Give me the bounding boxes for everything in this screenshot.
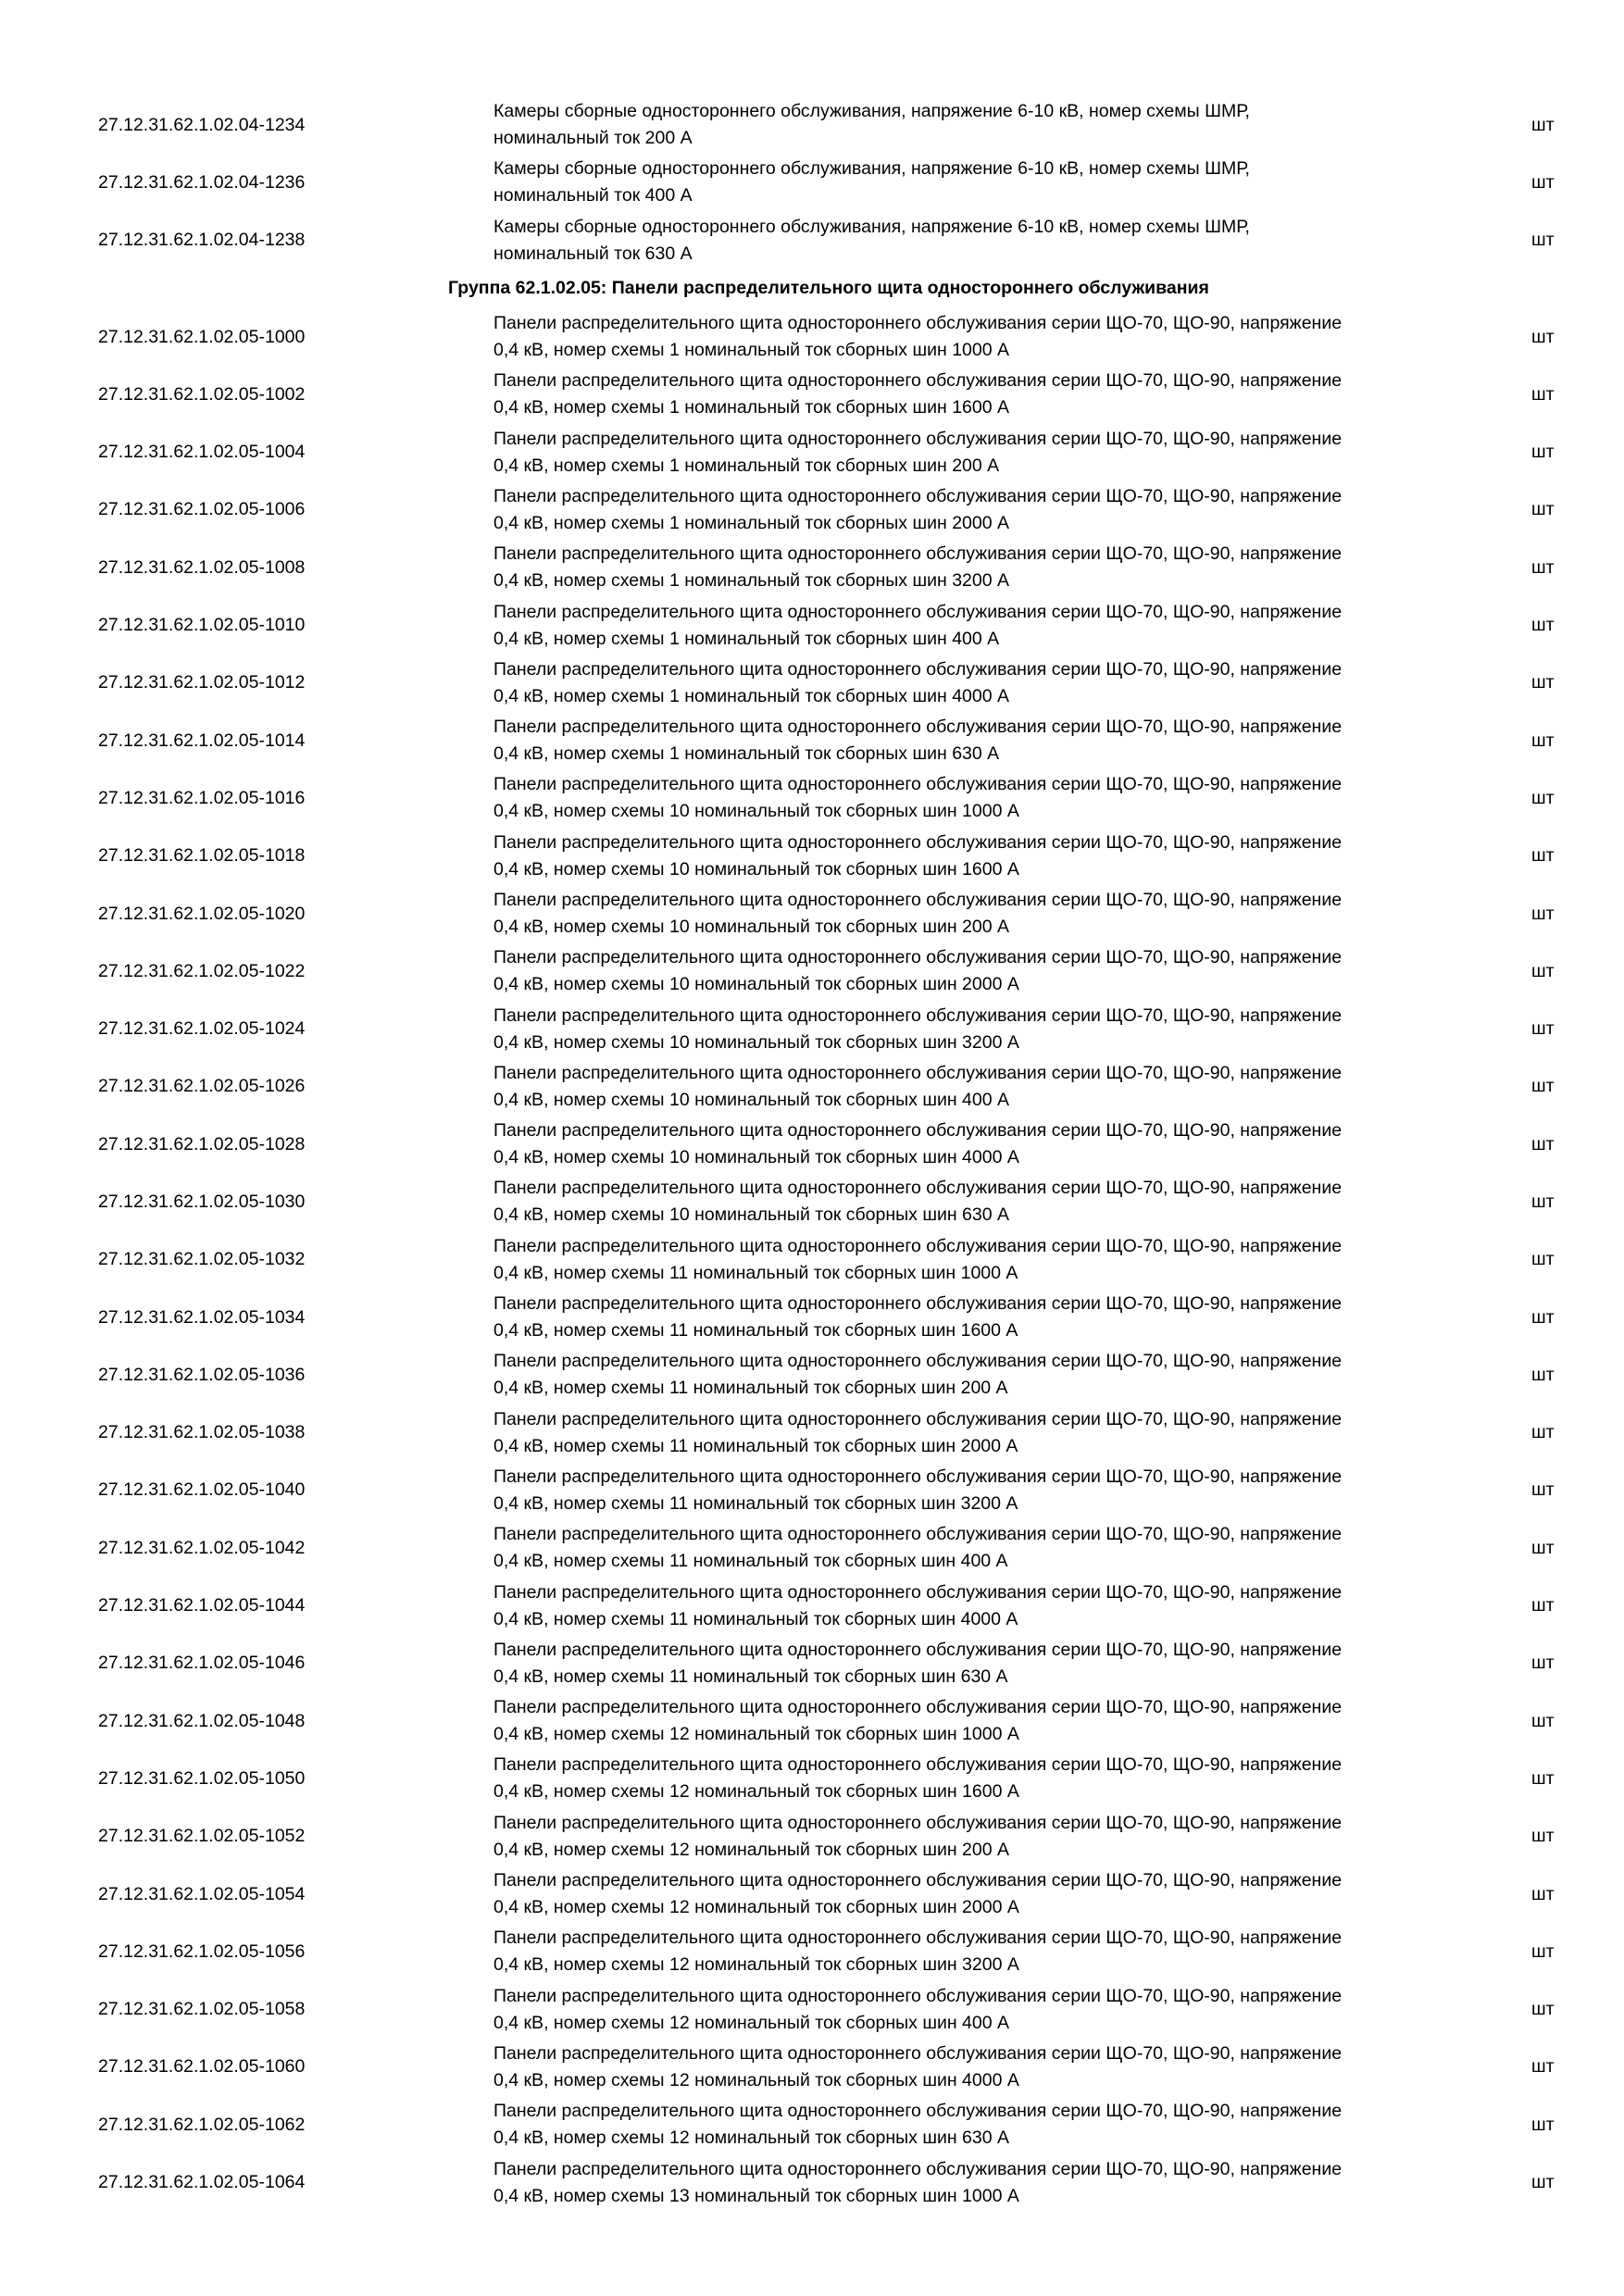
resource-code: 27.12.31.62.1.02.05-1036	[98, 1364, 306, 1385]
resource-code: 27.12.31.62.1.02.05-1058	[98, 1999, 306, 2020]
resource-code: 27.12.31.62.1.02.05-1026	[98, 1076, 306, 1097]
unit-of-measure: шт	[1531, 1076, 1555, 1097]
resource-description	[493, 1635, 1493, 1692]
resource-code: 27.12.31.62.1.02.05-1046	[98, 1653, 306, 1674]
description-line-2: 0,4 кВ, номер схемы 10 номинальный ток сборных шин 1600 А	[493, 858, 1019, 880]
table-row	[0, 1346, 1624, 1404]
table-row	[0, 1577, 1624, 1634]
unit-of-measure: шт	[1531, 730, 1555, 751]
resource-table	[0, 96, 1624, 2212]
description-line-2: 0,4 кВ, номер схемы 10 номинальный ток сборных шин 3200 А	[493, 1031, 1019, 1053]
description-line-1: Панели распределительного щита одностороннего обслуживания серии ЩО-70, ЩО-90, напряжение	[493, 2042, 1343, 2064]
resource-code: 27.12.31.62.1.02.05-1038	[98, 1422, 306, 1443]
description-line-2: номинальный ток 630 А	[493, 243, 693, 264]
description-line-2: 0,4 кВ, номер схемы 10 номинальный ток сборных шин 630 А	[493, 1204, 1010, 1226]
unit-of-measure: шт	[1531, 114, 1555, 135]
table-row	[0, 596, 1624, 654]
unit-of-measure: шт	[1531, 903, 1555, 924]
description-line-2: 0,4 кВ, номер схемы 11 номинальный ток сборных шин 2000 А	[493, 1435, 1018, 1456]
table-row	[0, 1116, 1624, 1173]
resource-description	[493, 942, 1493, 1000]
description-line-2: 0,4 кВ, номер схемы 10 номинальный ток сборных шин 400 А	[493, 1089, 1010, 1110]
resource-code: 27.12.31.62.1.02.05-1054	[98, 1883, 306, 1904]
unit-of-measure: шт	[1531, 1710, 1555, 1731]
table-row	[0, 423, 1624, 480]
unit-of-measure: шт	[1531, 2172, 1555, 2193]
description-line-2: 0,4 кВ, номер схемы 11 номинальный ток сборных шин 3200 А	[493, 1492, 1018, 1514]
unit-of-measure: шт	[1531, 1767, 1555, 1789]
unit-of-measure: шт	[1531, 1191, 1555, 1212]
description-line-1: Панели распределительного щита одностороннего обслуживания серии ЩО-70, ЩО-90, напряжение	[493, 543, 1343, 565]
description-line-1: Камеры сборные одностороннего обслуживания, напряжение 6-10 кВ, номер схемы ШМР,	[493, 216, 1250, 237]
resource-description	[493, 308, 1493, 366]
description-line-1: Панели распределительного щита одностороннего обслуживания серии ЩО-70, ЩО-90, напряжение	[493, 601, 1343, 622]
description-line-2: 0,4 кВ, номер схемы 12 номинальный ток сборных шин 630 А	[493, 2128, 1010, 2149]
resource-description	[493, 1404, 1493, 1462]
description-line-1: Панели распределительного щита одностороннего обслуживания серии ЩО-70, ЩО-90, напряжение	[493, 1697, 1343, 1718]
description-line-1: Панели распределительного щита одностороннего обслуживания серии ЩО-70, ЩО-90, напряжение	[493, 1812, 1343, 1833]
table-row	[0, 1289, 1624, 1346]
description-line-1: Панели распределительного щита одностороннего обслуживания серии ЩО-70, ЩО-90, напряжение	[493, 1178, 1343, 1199]
resource-description	[493, 1519, 1493, 1577]
unit-of-measure: шт	[1531, 230, 1555, 251]
unit-of-measure: шт	[1531, 1883, 1555, 1904]
description-line-2: 0,4 кВ, номер схемы 11 номинальный ток сборных шин 1600 А	[493, 1320, 1018, 1341]
description-line-2: 0,4 кВ, номер схемы 1 номинальный ток сборных шин 4000 А	[493, 685, 1010, 706]
table-row	[0, 481, 1624, 539]
resource-description	[493, 1981, 1493, 2039]
resource-code: 27.12.31.62.1.02.05-1014	[98, 730, 306, 751]
table-row	[0, 1462, 1624, 1519]
description-line-2: 0,4 кВ, номер схемы 1 номинальный ток сборных шин 630 А	[493, 743, 1000, 765]
resource-code: 27.12.31.62.1.02.05-1004	[98, 442, 306, 463]
resource-description	[493, 2039, 1493, 2096]
resource-code: 27.12.31.62.1.02.05-1042	[98, 1537, 306, 1558]
resource-description	[493, 655, 1493, 712]
resource-description	[493, 1173, 1493, 1230]
description-line-2: 0,4 кВ, номер схемы 12 номинальный ток сборных шин 4000 А	[493, 2069, 1019, 2090]
resource-code: 27.12.31.62.1.02.05-1052	[98, 1826, 306, 1847]
unit-of-measure: шт	[1531, 1479, 1555, 1501]
description-line-2: 0,4 кВ, номер схемы 12 номинальный ток сборных шин 1000 А	[493, 1724, 1019, 1745]
description-line-2: 0,4 кВ, номер схемы 12 номинальный ток сборных шин 2000 А	[493, 1897, 1019, 1918]
unit-of-measure: шт	[1531, 672, 1555, 693]
description-line-2: 0,4 кВ, номер схемы 10 номинальный ток сборных шин 1000 А	[493, 801, 1019, 822]
unit-of-measure: шт	[1531, 1826, 1555, 1847]
resource-description	[493, 96, 1493, 154]
resource-description	[493, 1289, 1493, 1346]
unit-of-measure: шт	[1531, 960, 1555, 981]
resource-description	[493, 1346, 1493, 1404]
description-line-2: 0,4 кВ, номер схемы 12 номинальный ток сборных шин 400 А	[493, 2012, 1010, 2033]
description-line-2: 0,4 кВ, номер схемы 10 номинальный ток сборных шин 200 А	[493, 917, 1010, 937]
description-line-2: 0,4 кВ, номер схемы 12 номинальный ток сборных шин 200 А	[493, 1839, 1010, 1860]
description-line-1: Панели распределительного щита одностороннего обслуживания серии ЩО-70, ЩО-90, напряжение	[493, 2158, 1343, 2179]
resource-description	[493, 481, 1493, 539]
description-line-1: Панели распределительного щита одностороннего обслуживания серии ЩО-70, ЩО-90, напряжение	[493, 1985, 1343, 2006]
resource-description	[493, 2096, 1493, 2153]
description-line-1: Панели распределительного щита одностороннего обслуживания серии ЩО-70, ЩО-90, напряжение	[493, 890, 1343, 910]
unit-of-measure: шт	[1531, 1422, 1555, 1443]
unit-of-measure: шт	[1531, 2056, 1555, 2078]
table-row	[0, 1923, 1624, 1980]
resource-description	[493, 366, 1493, 423]
resource-description	[493, 1000, 1493, 1057]
resource-description	[493, 596, 1493, 654]
table-row	[0, 1750, 1624, 1807]
resource-code: 27.12.31.62.1.02.05-1050	[98, 1767, 306, 1789]
table-row	[0, 154, 1624, 211]
table-row	[0, 1981, 1624, 2039]
resource-description	[493, 1866, 1493, 1923]
description-line-1: Панели распределительного щита одностороннего обслуживания серии ЩО-70, ЩО-90, напряжение	[493, 485, 1343, 506]
resource-code: 27.12.31.62.1.02.05-1060	[98, 2056, 306, 2078]
unit-of-measure: шт	[1531, 845, 1555, 867]
unit-of-measure: шт	[1531, 1249, 1555, 1270]
resource-description	[493, 1231, 1493, 1289]
resource-code: 27.12.31.62.1.02.05-1010	[98, 615, 306, 636]
unit-of-measure: шт	[1531, 326, 1555, 347]
resource-code: 27.12.31.62.1.02.05-1062	[98, 2114, 306, 2135]
description-line-1: Панели распределительного щита одностороннего обслуживания серии ЩО-70, ЩО-90, напряжение	[493, 774, 1343, 795]
description-line-2: 0,4 кВ, номер схемы 1 номинальный ток сборных шин 1000 А	[493, 340, 1010, 361]
description-line-2: 0,4 кВ, номер схемы 1 номинальный ток сборных шин 1600 А	[493, 397, 1010, 418]
description-line-2: 0,4 кВ, номер схемы 11 номинальный ток сборных шин 4000 А	[493, 1608, 1018, 1629]
table-row	[0, 828, 1624, 885]
table-row	[0, 1000, 1624, 1057]
table-row	[0, 539, 1624, 596]
description-line-2: 0,4 кВ, номер схемы 1 номинальный ток сборных шин 2000 А	[493, 512, 1010, 533]
resource-description	[493, 539, 1493, 596]
table-row	[0, 942, 1624, 1000]
resource-code: 27.12.31.62.1.02.05-1034	[98, 1306, 306, 1328]
unit-of-measure: шт	[1531, 442, 1555, 463]
resource-code: 27.12.31.62.1.02.05-1048	[98, 1710, 306, 1731]
resource-description	[493, 769, 1493, 827]
resource-description	[493, 2153, 1493, 2211]
table-row	[0, 366, 1624, 423]
description-line-2: 0,4 кВ, номер схемы 11 номинальный ток сборных шин 630 А	[493, 1666, 1008, 1687]
unit-of-measure: шт	[1531, 1018, 1555, 1040]
table-row	[0, 2039, 1624, 2096]
unit-of-measure: шт	[1531, 787, 1555, 808]
resource-code: 27.12.31.62.1.02.05-1000	[98, 326, 306, 347]
description-line-1: Камеры сборные одностороннего обслуживания, напряжение 6-10 кВ, номер схемы ШМР,	[493, 158, 1250, 180]
description-line-1: Панели распределительного щита одностороннего обслуживания серии ЩО-70, ЩО-90, напряжение	[493, 1408, 1343, 1429]
unit-of-measure: шт	[1531, 1133, 1555, 1154]
description-line-1: Панели распределительного щита одностороннего обслуживания серии ЩО-70, ЩО-90, напряжение	[493, 947, 1343, 968]
resource-description	[493, 1058, 1493, 1116]
resource-code: 27.12.31.62.1.02.05-1018	[98, 845, 306, 867]
description-line-1: Панели распределительного щита одностороннего обслуживания серии ЩО-70, ЩО-90, напряжение	[493, 1351, 1343, 1372]
unit-of-measure: шт	[1531, 1940, 1555, 1962]
description-line-1: Панели распределительного щита одностороннего обслуживания серии ЩО-70, ЩО-90, напряжение	[493, 313, 1343, 334]
description-line-1: Панели распределительного щита одностороннего обслуживания серии ЩО-70, ЩО-90, напряжение	[493, 658, 1343, 680]
description-line-1: Панели распределительного щита одностороннего обслуживания серии ЩО-70, ЩО-90, напряжение	[493, 370, 1343, 392]
unit-of-measure: шт	[1531, 615, 1555, 636]
description-line-1: Панели распределительного щита одностороннего обслуживания серии ЩО-70, ЩО-90, напряжение	[493, 1870, 1343, 1891]
description-line-1: Панели распределительного щита одностороннего обслуживания серии ЩО-70, ЩО-90, напряжение	[493, 2101, 1343, 2122]
table-row	[0, 96, 1624, 154]
unit-of-measure: шт	[1531, 1537, 1555, 1558]
description-line-2: 0,4 кВ, номер схемы 13 номинальный ток сборных шин 1000 А	[493, 2185, 1019, 2206]
unit-of-measure: шт	[1531, 1999, 1555, 2020]
description-line-2: 0,4 кВ, номер схемы 1 номинальный ток сборных шин 3200 А	[493, 570, 1010, 592]
table-row	[0, 769, 1624, 827]
description-line-2: номинальный ток 200 А	[493, 128, 693, 149]
table-row	[0, 1866, 1624, 1923]
unit-of-measure: шт	[1531, 2114, 1555, 2135]
resource-description	[493, 885, 1493, 942]
table-row	[0, 1808, 1624, 1866]
description-line-2: 0,4 кВ, номер схемы 1 номинальный ток сборных шин 200 А	[493, 455, 1000, 476]
table-row	[0, 1173, 1624, 1230]
description-line-2: 0,4 кВ, номер схемы 1 номинальный ток сборных шин 400 А	[493, 628, 1000, 649]
resource-description	[493, 1692, 1493, 1750]
resource-code: 27.12.31.62.1.02.05-1064	[98, 2172, 306, 2193]
description-line-1: Панели распределительного щита одностороннего обслуживания серии ЩО-70, ЩО-90, напряжение	[493, 717, 1343, 738]
resource-description	[493, 1923, 1493, 1980]
resource-description	[493, 154, 1493, 211]
description-line-1: Панели распределительного щита одностороннего обслуживания серии ЩО-70, ЩО-90, напряжение	[493, 1293, 1343, 1315]
description-line-1: Панели распределительного щита одностороннего обслуживания серии ЩО-70, ЩО-90, напряжение	[493, 1004, 1343, 1026]
resource-description	[493, 1116, 1493, 1173]
table-row	[0, 1692, 1624, 1750]
description-line-2: 0,4 кВ, номер схемы 11 номинальный ток сборных шин 200 А	[493, 1378, 1008, 1399]
resource-description	[493, 1462, 1493, 1519]
table-row	[0, 655, 1624, 712]
resource-code: 27.12.31.62.1.02.04-1234	[98, 114, 306, 135]
resource-code: 27.12.31.62.1.02.05-1022	[98, 960, 306, 981]
resource-description	[493, 1577, 1493, 1634]
resource-code: 27.12.31.62.1.02.05-1056	[98, 1940, 306, 1962]
unit-of-measure: шт	[1531, 1595, 1555, 1616]
description-line-1: Камеры сборные одностороннего обслуживания, напряжение 6-10 кВ, номер схемы ШМР,	[493, 101, 1250, 122]
unit-of-measure: шт	[1531, 171, 1555, 193]
resource-code: 27.12.31.62.1.02.05-1044	[98, 1595, 306, 1616]
resource-code: 27.12.31.62.1.02.05-1012	[98, 672, 306, 693]
description-line-2: 0,4 кВ, номер схемы 11 номинальный ток сборных шин 400 А	[493, 1551, 1008, 1572]
description-line-2: 0,4 кВ, номер схемы 12 номинальный ток сборных шин 3200 А	[493, 1954, 1019, 1976]
description-line-2: 0,4 кВ, номер схемы 12 номинальный ток сборных шин 1600 А	[493, 1781, 1019, 1803]
table-row	[0, 1231, 1624, 1289]
description-line-1: Панели распределительного щита одностороннего обслуживания серии ЩО-70, ЩО-90, напряжение	[493, 1928, 1343, 1949]
resource-code: 27.12.31.62.1.02.05-1024	[98, 1018, 306, 1040]
description-line-1: Панели распределительного щита одностороннего обслуживания серии ЩО-70, ЩО-90, напряжение	[493, 1581, 1343, 1603]
unit-of-measure: шт	[1531, 1306, 1555, 1328]
description-line-1: Панели распределительного щита одностороннего обслуживания серии ЩО-70, ЩО-90, напряжение	[493, 1466, 1343, 1487]
description-line-1: Панели распределительного щита одностороннего обслуживания серии ЩО-70, ЩО-90, напряжение	[493, 831, 1343, 853]
resource-code: 27.12.31.62.1.02.05-1008	[98, 556, 306, 578]
resource-code: 27.12.31.62.1.02.05-1002	[98, 383, 306, 405]
resource-description	[493, 423, 1493, 480]
description-line-1: Панели распределительного щита одностороннего обслуживания серии ЩО-70, ЩО-90, напряжение	[493, 1120, 1343, 1142]
resource-description	[493, 212, 1493, 269]
resource-code: 27.12.31.62.1.02.04-1238	[98, 230, 306, 251]
resource-code: 27.12.31.62.1.02.05-1040	[98, 1479, 306, 1501]
table-row	[0, 308, 1624, 366]
description-line-2: номинальный ток 400 А	[493, 185, 693, 206]
resource-description	[493, 828, 1493, 885]
unit-of-measure: шт	[1531, 383, 1555, 405]
unit-of-measure: шт	[1531, 499, 1555, 520]
table-row	[0, 212, 1624, 269]
unit-of-measure: шт	[1531, 1653, 1555, 1674]
table-row	[0, 1058, 1624, 1116]
description-line-2: 0,4 кВ, номер схемы 10 номинальный ток сборных шин 2000 А	[493, 974, 1019, 995]
description-line-1: Панели распределительного щита одностороннего обслуживания серии ЩО-70, ЩО-90, напряжение	[493, 1639, 1343, 1660]
resource-code: 27.12.31.62.1.02.05-1006	[98, 499, 306, 520]
table-row	[0, 1404, 1624, 1462]
resource-code: 27.12.31.62.1.02.05-1020	[98, 903, 306, 924]
resource-code: 27.12.31.62.1.02.05-1032	[98, 1249, 306, 1270]
resource-code: 27.12.31.62.1.02.05-1030	[98, 1191, 306, 1212]
table-row	[0, 2096, 1624, 2153]
description-line-1: Панели распределительного щита одностороннего обслуживания серии ЩО-70, ЩО-90, напряжение	[493, 1062, 1343, 1083]
unit-of-measure: шт	[1531, 556, 1555, 578]
resource-code: 27.12.31.62.1.02.05-1016	[98, 787, 306, 808]
description-line-1: Панели распределительного щита одностороннего обслуживания серии ЩО-70, ЩО-90, напряжение	[493, 1524, 1343, 1545]
table-row	[0, 1519, 1624, 1577]
resource-description	[493, 1808, 1493, 1866]
table-row	[0, 885, 1624, 942]
table-row	[0, 2153, 1624, 2211]
resource-description	[493, 1750, 1493, 1807]
description-line-2: 0,4 кВ, номер схемы 10 номинальный ток сборных шин 4000 А	[493, 1147, 1019, 1168]
group-title: Группа 62.1.02.05: Панели распределительного щита одностороннего обслуживания	[448, 278, 1209, 299]
resource-code: 27.12.31.62.1.02.05-1028	[98, 1133, 306, 1154]
table-row	[0, 1635, 1624, 1692]
resource-code: 27.12.31.62.1.02.04-1236	[98, 171, 306, 193]
description-line-1: Панели распределительного щита одностороннего обслуживания серии ЩО-70, ЩО-90, напряжение	[493, 428, 1343, 449]
resource-description	[493, 712, 1493, 769]
description-line-1: Панели распределительного щита одностороннего обслуживания серии ЩО-70, ЩО-90, напряжение	[493, 1235, 1343, 1256]
description-line-2: 0,4 кВ, номер схемы 11 номинальный ток сборных шин 1000 А	[493, 1262, 1018, 1283]
table-row	[0, 712, 1624, 769]
unit-of-measure: шт	[1531, 1364, 1555, 1385]
group-header-row	[0, 269, 1624, 308]
description-line-1: Панели распределительного щита одностороннего обслуживания серии ЩО-70, ЩО-90, напряжение	[493, 1754, 1343, 1776]
